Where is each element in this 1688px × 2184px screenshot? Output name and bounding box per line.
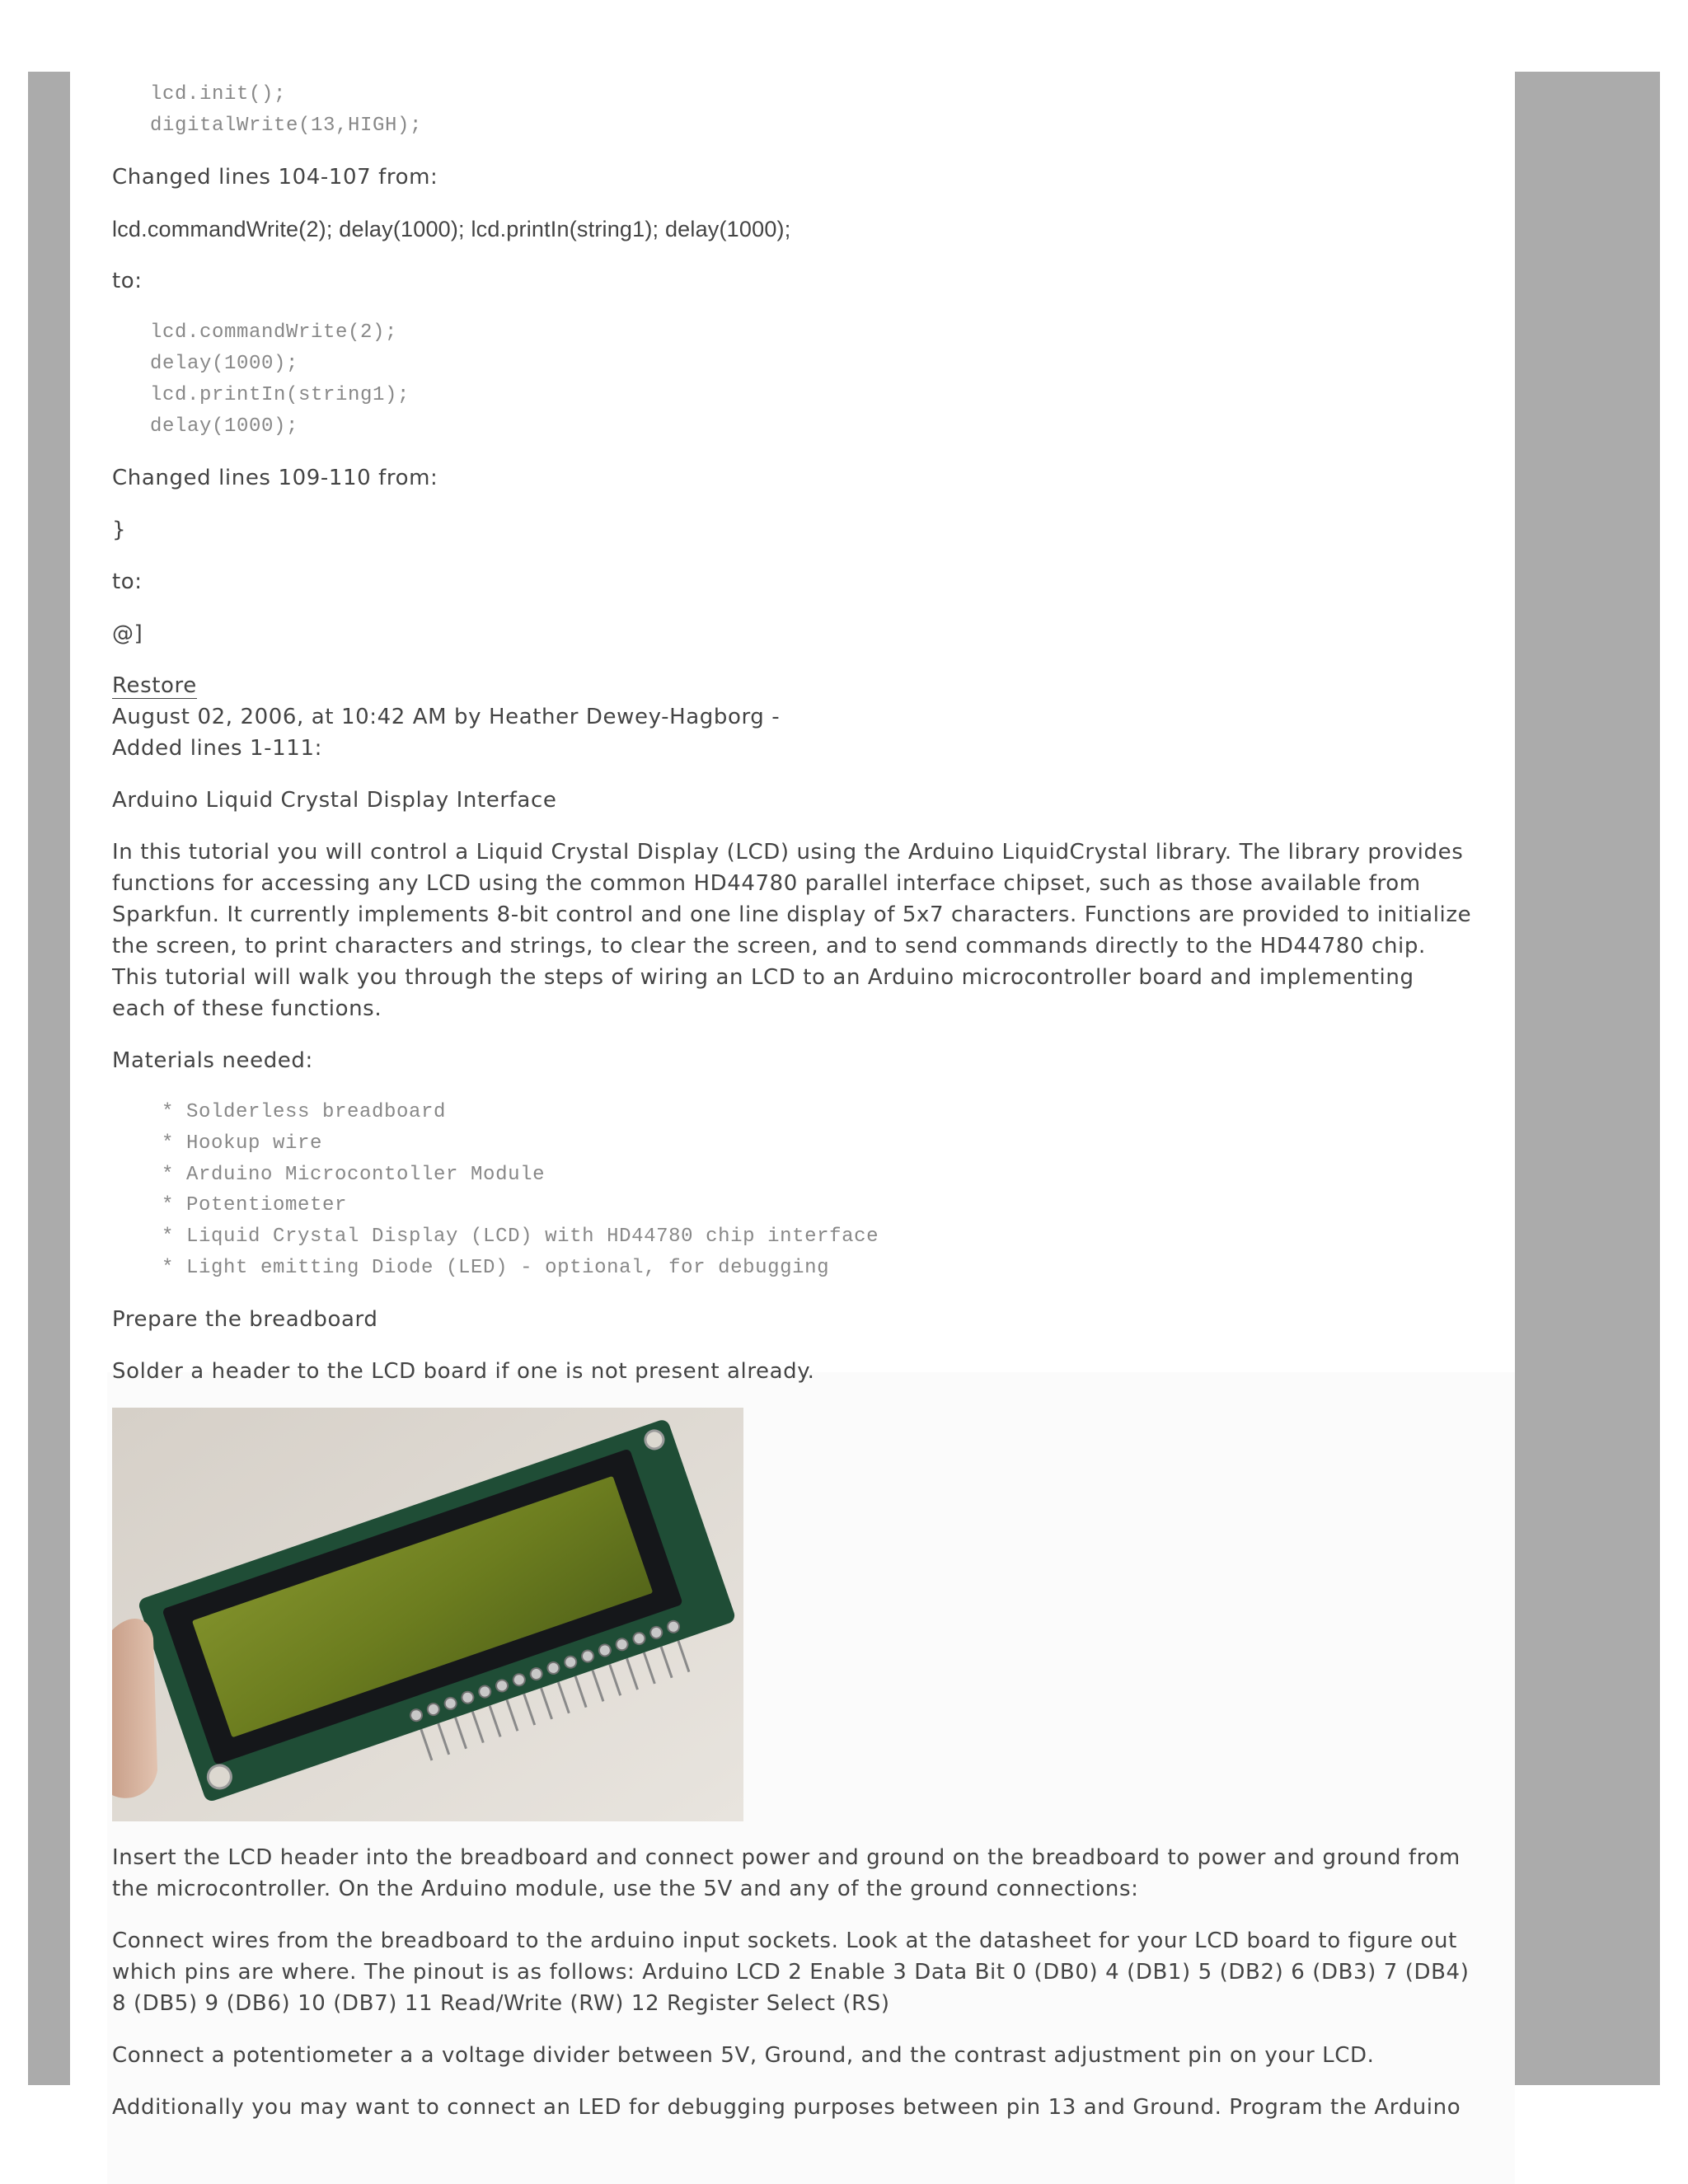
- code-block-new: [112, 317, 1472, 442]
- potentiometer-paragraph: Connect a potentiometer a a voltage divider between 5V, Ground, and the contrast adjustment pin on your LCD.: [112, 2043, 1375, 2069]
- code-line: delay(1000);: [150, 353, 299, 376]
- code-line: lcd.printIn(string1);: [150, 383, 410, 406]
- old-code-text: lcd.commandWrite(2); delay(1000); lcd.printIn(string1); delay(1000);: [112, 217, 791, 242]
- code-line: digitalWrite(13,HIGH);: [150, 114, 423, 137]
- right-gray-bar: [1515, 72, 1660, 2085]
- revision-info: August 02, 2006, at 10:42 AM by Heather Dewey-Hagborg -: [112, 705, 781, 730]
- prepare-heading: Prepare the breadboard: [112, 1307, 378, 1333]
- to-label: to:: [112, 269, 143, 294]
- list-item: * Liquid Crystal Display (LCD) with HD44780 chip interface: [162, 1226, 879, 1249]
- list-item: * Arduino Microcontoller Module: [162, 1163, 546, 1186]
- led-paragraph: Additionally you may want to connect an LED for debugging purposes between pin 13 and Ground. Program the Arduino: [112, 2095, 1461, 2121]
- changed-lines-label: Changed lines 104-107 from:: [112, 165, 438, 190]
- to-label: to:: [112, 569, 143, 595]
- left-gray-bar: [28, 72, 70, 2085]
- code-block-top: [112, 79, 1472, 141]
- materials-label: Materials needed:: [112, 1048, 313, 1074]
- list-item: * Solderless breadboard: [162, 1101, 447, 1124]
- lcd-module-photo: [112, 1408, 743, 1821]
- code-line: lcd.commandWrite(2);: [150, 321, 398, 344]
- connect-paragraph: Connect wires from the breadboard to the arduino input sockets. Look at the datasheet for your LCD board to figure out which pins are where. The pinout is as follows: Arduino LCD 2 Enable 3 Data Bit 0 (DB0) 4 (DB1) 5 (DB2) 6 (DB3) 7 (DB4) 8 (DB5) 9 (DB6) 10 (DB7) 11 Read/Write (RW) 12 Register Select (RS): [112, 1929, 1470, 2017]
- code-line: delay(1000);: [150, 415, 299, 438]
- intro-paragraph: In this tutorial you will control a Liquid Crystal Display (LCD) using the Arduino LiquidCrystal library. The library provides functions for accessing any LCD using the common HD44780 parallel interface chipset, such as those available from Sparkfun. It currently implements 8-bit control and one line display of 5x7 characters. Functions are provided to initialize the screen, to print characters and strings, to clear the screen, and to send commands directly to the HD44780 chip. This tutorial will walk you through the steps of wiring an LCD to an Arduino microcontroller board and implementing each of these functions.: [112, 840, 1472, 1022]
- code-line: lcd.init();: [150, 83, 287, 105]
- article-heading: Arduino Liquid Crystal Display Interface: [112, 788, 557, 813]
- list-item: * Hookup wire: [162, 1132, 323, 1155]
- wiki-diff-body: [112, 79, 1472, 2144]
- hand-thumb: [112, 1619, 157, 1798]
- list-item: * Light emitting Diode (LED) - optional, for debugging: [162, 1256, 830, 1279]
- insert-paragraph: Insert the LCD header into the breadboard and connect power and ground on the breadboard to power and ground from the microcontroller. On the Arduino module, use the 5V and any of the ground connections:: [112, 1845, 1461, 1902]
- list-item: * Potentiometer: [162, 1194, 348, 1217]
- restore-link[interactable]: Restore: [112, 673, 197, 699]
- new-code-text: @]: [112, 621, 143, 647]
- added-lines-label: Added lines 1-111:: [112, 736, 322, 762]
- materials-list: [112, 1097, 1472, 1283]
- changed-lines-label: Changed lines 109-110 from:: [112, 466, 438, 491]
- old-code-text: }: [112, 518, 127, 543]
- solder-paragraph: Solder a header to the LCD board if one is not present already.: [112, 1359, 815, 1385]
